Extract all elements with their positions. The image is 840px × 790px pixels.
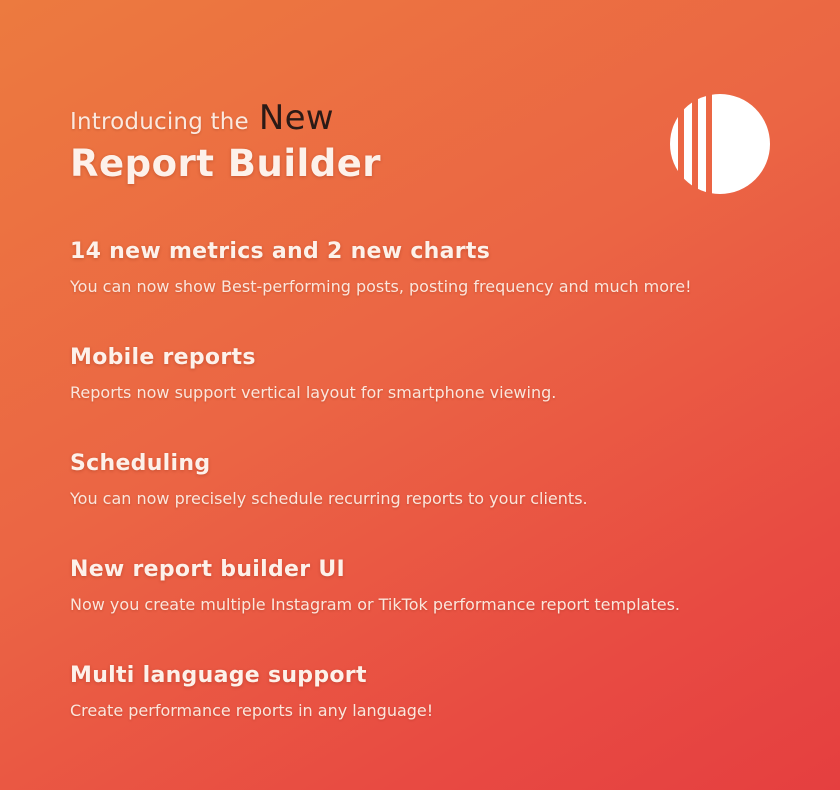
feature-description: You can now precisely schedule recurring reports to your clients.: [70, 489, 588, 508]
striped-circle-logo-icon: [670, 94, 770, 194]
feature-title: 14 new metrics and 2 new charts: [70, 239, 491, 264]
intro-line: [70, 98, 381, 140]
feature-description: Now you create multiple Instagram or TikTok performance report templates.: [70, 595, 680, 614]
new-highlight: New: [258, 98, 334, 138]
feature-title: Mobile reports: [70, 345, 256, 370]
feature-item: [70, 554, 810, 660]
feature-item: [70, 660, 810, 766]
feature-item: [70, 236, 810, 342]
feature-title: New report builder UI: [70, 557, 345, 582]
feature-description: You can now show Best-performing posts, posting frequency and much more!: [70, 277, 692, 296]
feature-title: Multi language support: [70, 663, 367, 688]
feature-title: Scheduling: [70, 451, 211, 476]
intro-text: Introducing the: [70, 109, 249, 135]
feature-description: Create performance reports in any language!: [70, 701, 434, 720]
page-title: Report Builder: [70, 142, 382, 185]
announcement-header: [70, 98, 381, 185]
feature-description: Reports now support vertical layout for smartphone viewing.: [70, 383, 557, 402]
feature-item: [70, 448, 810, 554]
feature-item: [70, 342, 810, 448]
feature-list: [70, 236, 810, 766]
